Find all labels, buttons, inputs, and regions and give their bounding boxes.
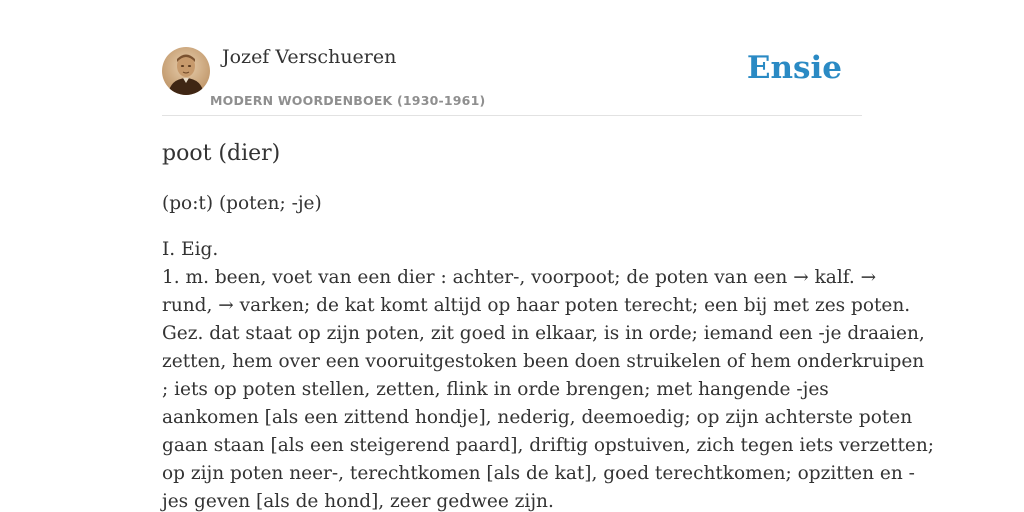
source-dictionary[interactable]: MODERN WOORDENBOEK (1930-1961) bbox=[210, 93, 486, 108]
entry-content bbox=[162, 136, 934, 512]
definition-line: ; iets op poten stellen, zetten, flink in orde brengen; met hangende -jes bbox=[162, 379, 829, 400]
author-avatar[interactable] bbox=[162, 47, 210, 95]
definition-line: gaan staan [als een steigerend paard], driftig opstuiven, zich tegen iets verzetten; bbox=[162, 435, 934, 456]
entry-definition bbox=[162, 236, 934, 512]
definition-line: Gez. dat staat op zijn poten, zit goed in elkaar, is in orde; iemand een -je draaien, bbox=[162, 323, 925, 344]
author-name[interactable]: Jozef Verschueren bbox=[222, 46, 397, 68]
definition-line: zetten, hem over een vooruitgestoken been doen struikelen of hem onderkruipen bbox=[162, 351, 925, 372]
definition-line: aankomen [als een zittend hondje], nederig, deemoedig; op zijn achterste poten bbox=[162, 407, 913, 428]
definition-line: 1. m. been, voet van een dier : achter-, voorpoot; de poten van een → kalf. → bbox=[162, 267, 877, 288]
definition-line: rund, → varken; de kat komt altijd op haar poten terecht; een bij met zes poten. bbox=[162, 295, 911, 316]
definition-line: jes geven [als de hond], zeer gedwee zijn. bbox=[162, 491, 554, 512]
author-portrait-image bbox=[162, 47, 210, 95]
entry-title: poot (dier) bbox=[162, 141, 281, 166]
entry-pronunciation: (po:t) (poten; -je) bbox=[162, 193, 322, 214]
definition-line: op zijn poten neer-, terechtkomen [als de kat], goed terechtkomen; opzitten en - bbox=[162, 463, 915, 484]
definition-line: I. Eig. bbox=[162, 239, 219, 260]
ensie-logo[interactable]: Ensie bbox=[746, 50, 842, 86]
entry-header bbox=[162, 46, 862, 116]
